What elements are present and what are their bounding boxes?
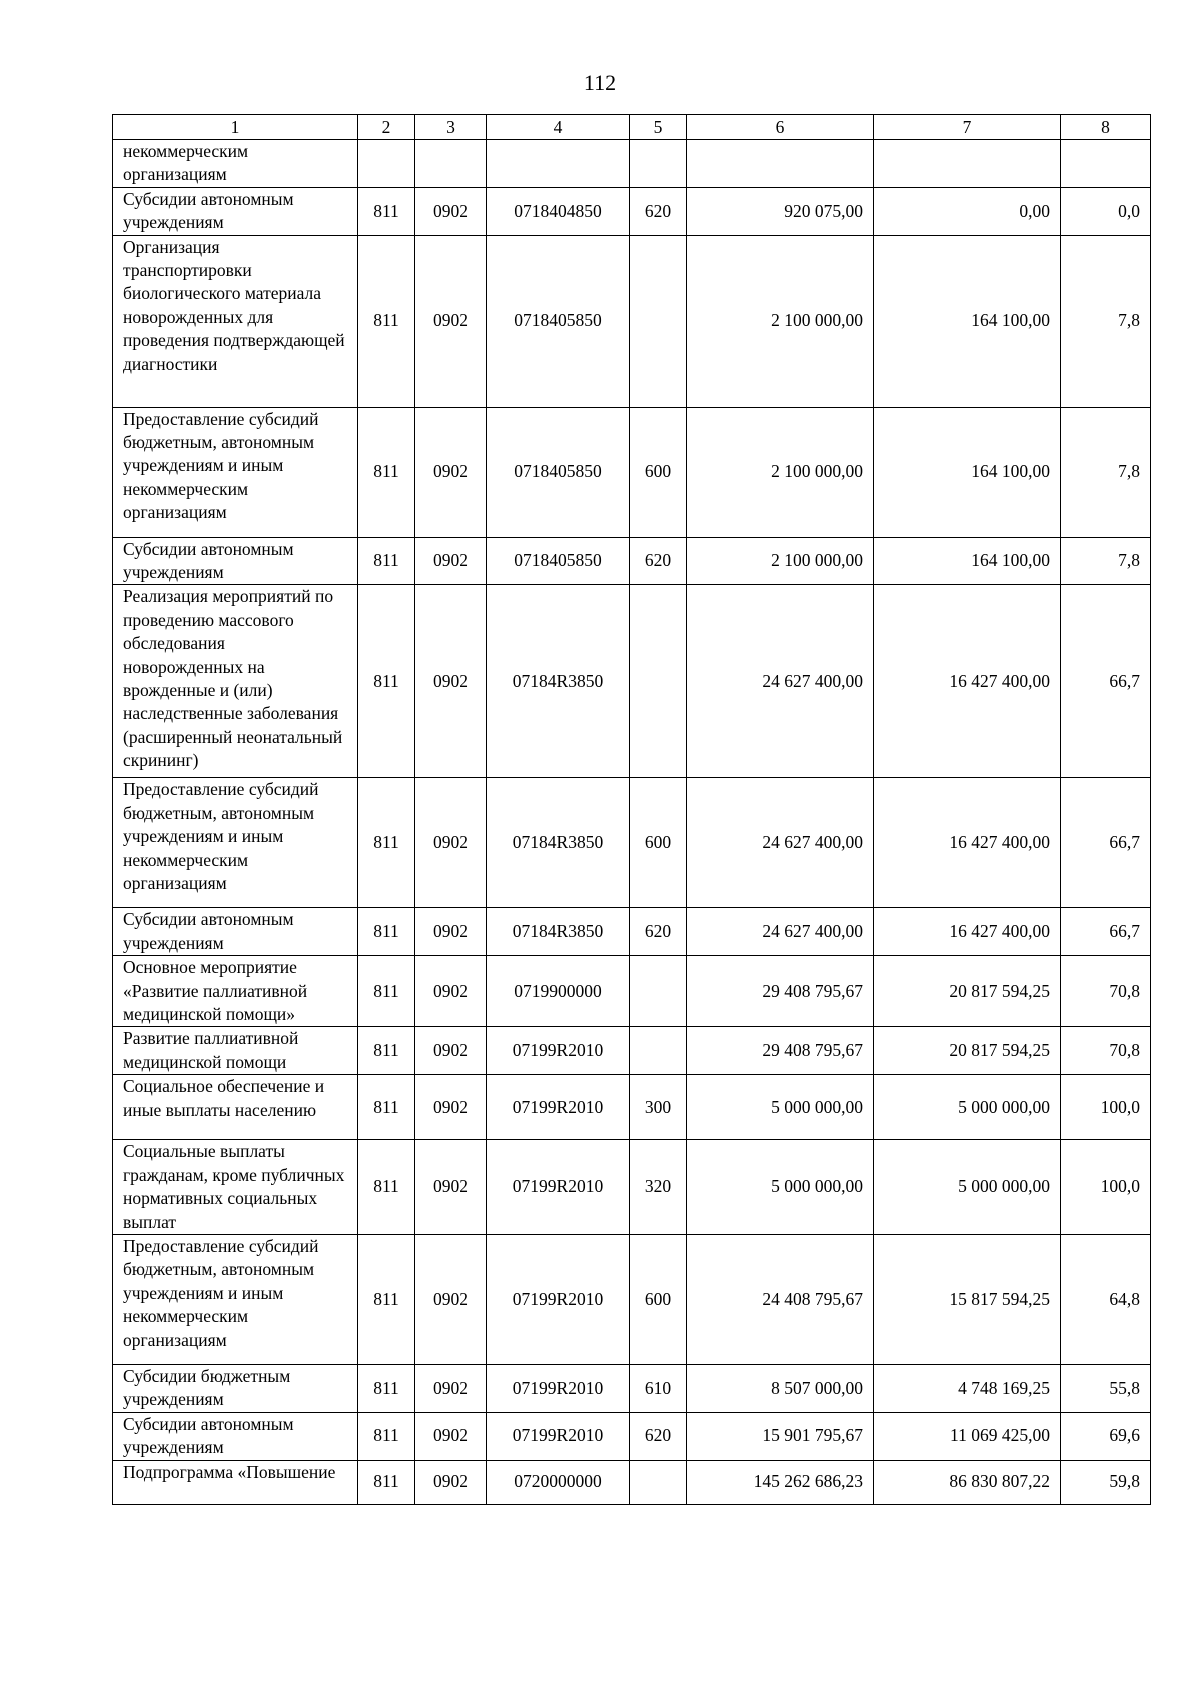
section-code-cell: 0902: [415, 1140, 487, 1235]
admin-code-cell: 811: [358, 1075, 415, 1140]
target-article-cell: 07184R3850: [487, 585, 630, 778]
target-article-cell: 07184R3850: [487, 778, 630, 908]
table-row: [113, 407, 1151, 537]
planned-amount-cell: 29 408 795,67: [687, 956, 874, 1027]
expense-type-cell: [630, 235, 687, 407]
admin-code-cell: 811: [358, 1234, 415, 1364]
target-article-cell: 0720000000: [487, 1460, 630, 1504]
percent-cell: 70,8: [1061, 956, 1151, 1027]
admin-code-cell: 811: [358, 235, 415, 407]
row-name-cell: Субсидии автономным учреждениям: [113, 1412, 358, 1460]
section-code-cell: 0902: [415, 235, 487, 407]
target-article-cell: 0719900000: [487, 956, 630, 1027]
executed-amount-cell: 164 100,00: [874, 537, 1061, 585]
percent-cell: 100,0: [1061, 1140, 1151, 1235]
header-cell-8: 8: [1061, 115, 1151, 140]
target-article-cell: 0718405850: [487, 407, 630, 537]
expense-type-cell: 620: [630, 537, 687, 585]
target-article-cell: 07199R2010: [487, 1075, 630, 1140]
percent-cell: 66,7: [1061, 908, 1151, 956]
row-name-cell: Субсидии автономным учреждениям: [113, 908, 358, 956]
admin-code-cell: 811: [358, 778, 415, 908]
admin-code-cell: 811: [358, 1364, 415, 1412]
section-code-cell: 0902: [415, 407, 487, 537]
planned-amount-cell: 920 075,00: [687, 187, 874, 235]
target-article-cell: 0718404850: [487, 187, 630, 235]
header-cell-6: 6: [687, 115, 874, 140]
table-row: [113, 1075, 1151, 1140]
header-cell-7: 7: [874, 115, 1061, 140]
percent-cell: 55,8: [1061, 1364, 1151, 1412]
table-row: [113, 585, 1151, 778]
planned-amount-cell: 5 000 000,00: [687, 1075, 874, 1140]
section-code-cell: 0902: [415, 1027, 487, 1075]
expense-type-cell: [630, 1460, 687, 1504]
admin-code-cell: 811: [358, 1412, 415, 1460]
section-code-cell: 0902: [415, 778, 487, 908]
row-name-cell: Подпрограмма «Повышение: [113, 1460, 358, 1504]
table-row: [113, 1412, 1151, 1460]
executed-amount-cell: 5 000 000,00: [874, 1140, 1061, 1235]
target-article-cell: 07199R2010: [487, 1140, 630, 1235]
header-cell-1: 1: [113, 115, 358, 140]
executed-amount-cell: 0,00: [874, 187, 1061, 235]
section-code-cell: 0902: [415, 1364, 487, 1412]
planned-amount-cell: 2 100 000,00: [687, 537, 874, 585]
expense-type-cell: 610: [630, 1364, 687, 1412]
executed-amount-cell: 16 427 400,00: [874, 778, 1061, 908]
row-name-cell: Субсидии автономным учреждениям: [113, 537, 358, 585]
table-row: [113, 1234, 1151, 1364]
table-row: [113, 1460, 1151, 1504]
planned-amount-cell: 145 262 686,23: [687, 1460, 874, 1504]
planned-amount-cell: 8 507 000,00: [687, 1364, 874, 1412]
percent-cell: 70,8: [1061, 1027, 1151, 1075]
percent-cell: 59,8: [1061, 1460, 1151, 1504]
target-article-cell: 0718405850: [487, 235, 630, 407]
percent-cell: 7,8: [1061, 235, 1151, 407]
expense-type-cell: [630, 140, 687, 188]
expense-type-cell: 300: [630, 1075, 687, 1140]
planned-amount-cell: 29 408 795,67: [687, 1027, 874, 1075]
section-code-cell: [415, 140, 487, 188]
admin-code-cell: 811: [358, 956, 415, 1027]
table-row: [113, 187, 1151, 235]
percent-cell: 7,8: [1061, 407, 1151, 537]
executed-amount-cell: 15 817 594,25: [874, 1234, 1061, 1364]
row-name-cell: Предоставление субсидий бюджетным, автономным учреждениям и иным некоммерческим организациям: [113, 407, 358, 537]
expense-type-cell: 600: [630, 1234, 687, 1364]
admin-code-cell: 811: [358, 407, 415, 537]
admin-code-cell: [358, 140, 415, 188]
expense-type-cell: 620: [630, 908, 687, 956]
row-name-cell: Социальное обеспечение и иные выплаты населению: [113, 1075, 358, 1140]
expense-type-cell: 620: [630, 1412, 687, 1460]
target-article-cell: 07199R2010: [487, 1364, 630, 1412]
planned-amount-cell: 24 627 400,00: [687, 778, 874, 908]
planned-amount-cell: 2 100 000,00: [687, 407, 874, 537]
row-name-cell: Субсидии автономным учреждениям: [113, 187, 358, 235]
header-cell-2: 2: [358, 115, 415, 140]
table-row: [113, 235, 1151, 407]
expense-type-cell: 320: [630, 1140, 687, 1235]
section-code-cell: 0902: [415, 1234, 487, 1364]
header-cell-5: 5: [630, 115, 687, 140]
executed-amount-cell: 86 830 807,22: [874, 1460, 1061, 1504]
row-name-cell: Организация транспортировки биологического материала новорожденных для проведения подтверждающей диагностики: [113, 235, 358, 407]
executed-amount-cell: 16 427 400,00: [874, 585, 1061, 778]
percent-cell: 66,7: [1061, 778, 1151, 908]
admin-code-cell: 811: [358, 187, 415, 235]
row-name-cell: некоммерческим организациям: [113, 140, 358, 188]
section-code-cell: 0902: [415, 1460, 487, 1504]
expense-type-cell: [630, 585, 687, 778]
row-name-cell: Социальные выплаты гражданам, кроме публичных нормативных социальных выплат: [113, 1140, 358, 1235]
target-article-cell: 0718405850: [487, 537, 630, 585]
table-row: [113, 140, 1151, 188]
header-cell-3: 3: [415, 115, 487, 140]
admin-code-cell: 811: [358, 585, 415, 778]
target-article-cell: 07199R2010: [487, 1234, 630, 1364]
header-cell-4: 4: [487, 115, 630, 140]
table-row: [113, 1364, 1151, 1412]
admin-code-cell: 811: [358, 1027, 415, 1075]
target-article-cell: 07184R3850: [487, 908, 630, 956]
planned-amount-cell: 2 100 000,00: [687, 235, 874, 407]
row-name-cell: Предоставление субсидий бюджетным, автономным учреждениям и иным некоммерческим организациям: [113, 1234, 358, 1364]
table-row: [113, 537, 1151, 585]
percent-cell: 69,6: [1061, 1412, 1151, 1460]
planned-amount-cell: 24 627 400,00: [687, 585, 874, 778]
expense-type-cell: [630, 1027, 687, 1075]
section-code-cell: 0902: [415, 537, 487, 585]
planned-amount-cell: 5 000 000,00: [687, 1140, 874, 1235]
expense-type-cell: 600: [630, 778, 687, 908]
expense-type-cell: 620: [630, 187, 687, 235]
row-name-cell: Основное мероприятие «Развитие паллиативной медицинской помощи»: [113, 956, 358, 1027]
executed-amount-cell: [874, 140, 1061, 188]
percent-cell: 0,0: [1061, 187, 1151, 235]
executed-amount-cell: 5 000 000,00: [874, 1075, 1061, 1140]
expense-type-cell: 600: [630, 407, 687, 537]
executed-amount-cell: 11 069 425,00: [874, 1412, 1061, 1460]
budget-table: [112, 114, 1151, 1505]
row-name-cell: Субсидии бюджетным учреждениям: [113, 1364, 358, 1412]
executed-amount-cell: 20 817 594,25: [874, 956, 1061, 1027]
executed-amount-cell: 164 100,00: [874, 407, 1061, 537]
admin-code-cell: 811: [358, 537, 415, 585]
admin-code-cell: 811: [358, 1460, 415, 1504]
target-article-cell: 07199R2010: [487, 1412, 630, 1460]
table-row: [113, 1140, 1151, 1235]
target-article-cell: 07199R2010: [487, 1027, 630, 1075]
percent-cell: 7,8: [1061, 537, 1151, 585]
executed-amount-cell: 16 427 400,00: [874, 908, 1061, 956]
planned-amount-cell: 15 901 795,67: [687, 1412, 874, 1460]
admin-code-cell: 811: [358, 908, 415, 956]
table-row: [113, 956, 1151, 1027]
table-row: [113, 908, 1151, 956]
percent-cell: 100,0: [1061, 1075, 1151, 1140]
section-code-cell: 0902: [415, 187, 487, 235]
target-article-cell: [487, 140, 630, 188]
section-code-cell: 0902: [415, 908, 487, 956]
planned-amount-cell: [687, 140, 874, 188]
executed-amount-cell: 20 817 594,25: [874, 1027, 1061, 1075]
percent-cell: 64,8: [1061, 1234, 1151, 1364]
row-name-cell: Реализация мероприятий по проведению массового обследования новорожденных на врожденные и (или) наследственные заболевания (расширенный неонатальный скрининг): [113, 585, 358, 778]
section-code-cell: 0902: [415, 956, 487, 1027]
executed-amount-cell: 4 748 169,25: [874, 1364, 1061, 1412]
admin-code-cell: 811: [358, 1140, 415, 1235]
table-row: [113, 778, 1151, 908]
page-number: 112: [583, 70, 617, 95]
percent-cell: 66,7: [1061, 585, 1151, 778]
planned-amount-cell: 24 408 795,67: [687, 1234, 874, 1364]
section-code-cell: 0902: [415, 585, 487, 778]
table-row: [113, 1027, 1151, 1075]
planned-amount-cell: 24 627 400,00: [687, 908, 874, 956]
expense-type-cell: [630, 956, 687, 1027]
row-name-cell: Предоставление субсидий бюджетным, автономным учреждениям и иным некоммерческим организациям: [113, 778, 358, 908]
table-header-row: [113, 115, 1151, 140]
section-code-cell: 0902: [415, 1075, 487, 1140]
row-name-cell: Развитие паллиативной медицинской помощи: [113, 1027, 358, 1075]
executed-amount-cell: 164 100,00: [874, 235, 1061, 407]
percent-cell: [1061, 140, 1151, 188]
section-code-cell: 0902: [415, 1412, 487, 1460]
